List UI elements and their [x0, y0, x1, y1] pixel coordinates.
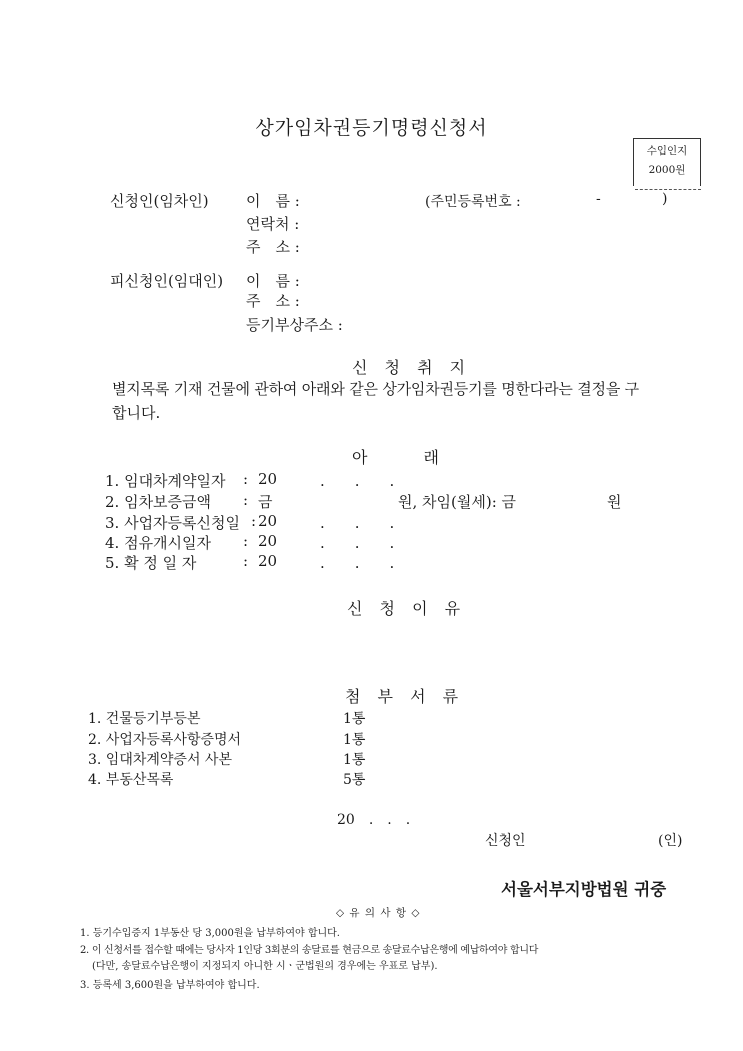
purpose-text-line1: 별지목록 기재 건물에 관하여 아래와 같은 상가임차권등기를 명한다라는 결정을 구	[112, 380, 639, 398]
item4-dots: . . .	[320, 534, 395, 552]
notes-heading: ◇ 유 의 사 항 ◇	[336, 907, 421, 919]
applicant-id-close: )	[662, 191, 668, 207]
reason-heading: 신 청 이 유	[347, 599, 467, 618]
attachment2-count: 1통	[343, 732, 366, 748]
applicant-address-label: 주 소 :	[246, 238, 300, 256]
attachment1-count: 1통	[343, 711, 366, 727]
revenue-stamp-box	[633, 138, 701, 186]
item1-dots: . . .	[320, 472, 395, 490]
item3-label: 3. 사업자등록신청일	[105, 514, 241, 532]
item2-suffix2: 원	[607, 493, 622, 511]
item3-dots: . . .	[320, 514, 395, 532]
attachment4-label: 4. 부동산목록	[88, 772, 174, 788]
note-1: 1. 등기수입증지 1부동산 당 3,000원을 납부하여야 합니다.	[80, 928, 340, 939]
item1-label: 1. 임대차계약일자	[105, 472, 226, 490]
attachment3-label: 3. 임대차계약증서 사본	[88, 752, 232, 768]
respondent-name-label: 이 름 :	[246, 272, 300, 290]
item3-value: 20	[258, 512, 278, 530]
item4-colon: :	[243, 532, 249, 550]
item1-value: 20	[258, 470, 278, 488]
applicant-name-label: 이 름 :	[246, 192, 300, 210]
attachments-heading: 첨 부 서 류	[345, 687, 465, 706]
below-heading: 아 래	[352, 448, 441, 467]
item4-value: 20	[258, 532, 278, 550]
item5-value: 20	[258, 552, 278, 570]
respondent-label: 피신청인(임대인)	[110, 272, 224, 290]
purpose-text-line2: 합니다.	[112, 404, 161, 422]
court-name: 서울서부지방법원 귀중	[501, 880, 667, 899]
note-3: 3. 등록세 3,600원을 납부하여야 합니다.	[80, 980, 260, 991]
date-line: 20 . . .	[337, 812, 411, 828]
item2-colon: :	[243, 491, 249, 509]
respondent-registry-address-label: 등기부상주소 :	[246, 316, 343, 334]
applicant-contact-label: 연락처 :	[246, 215, 300, 233]
purpose-heading: 신 청 취 지	[352, 358, 472, 377]
note-2a: 2. 이 신청서를 접수할 때에는 당사자 1인당 3회분의 송달료를 현금으로 송달료수납은행에 예납하여야 합니다	[80, 945, 539, 956]
page-title: 상가임차권등기명령신청서	[255, 117, 488, 139]
attachment1-label: 1. 건물등기부등본	[88, 711, 201, 727]
item5-dots: . . .	[320, 554, 395, 572]
item5-colon: :	[243, 552, 249, 570]
applicant-id-dash: -	[596, 191, 601, 207]
stamp-line2: 2000원	[648, 164, 686, 176]
item1-colon: :	[243, 470, 249, 488]
signature-label: 신청인	[485, 833, 526, 849]
item2-value: 금	[258, 493, 273, 511]
applicant-id-label: (주민등록번호 :	[425, 194, 521, 210]
item2-suffix: 원, 차임(월세): 금	[398, 493, 517, 511]
note-2b: (다만, 송달료수납은행이 지정되지 아니한 시ㆍ군법원의 경우에는 우표로 납부).	[92, 961, 438, 972]
stamp-dashed-edge	[635, 189, 701, 190]
applicant-label: 신청인(임차인)	[110, 192, 209, 210]
attachment3-count: 1통	[343, 752, 366, 768]
signature-seal: (인)	[658, 833, 683, 849]
stamp-line1: 수입인지	[646, 145, 688, 157]
item3-colon: :	[251, 512, 257, 530]
item2-label: 2. 임차보증금액	[105, 493, 212, 511]
attachment4-count: 5통	[343, 772, 366, 788]
item4-label: 4. 점유개시일자	[105, 534, 212, 552]
item5-label: 5. 확 정 일 자	[105, 554, 197, 572]
respondent-address-label: 주 소 :	[246, 292, 300, 310]
attachment2-label: 2. 사업자등록사항증명서	[88, 732, 242, 748]
